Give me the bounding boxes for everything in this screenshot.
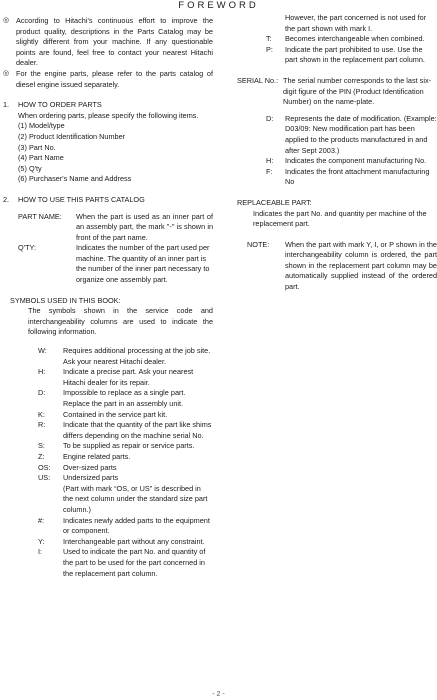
section-number: 2. [3, 194, 10, 204]
bullet-mark-icon: ◎ [3, 69, 10, 77]
symbol-code: US: [38, 473, 51, 483]
page-title: FOREWORD [178, 0, 259, 11]
symbol-desc: Undersized parts [63, 473, 119, 483]
serial-label: SERIAL No.: [237, 75, 279, 85]
section-text: When ordering parts, please specify the following items. [18, 110, 199, 120]
symbol-row [266, 167, 437, 188]
section-title: HOW TO USE THIS PARTS CATALOG [18, 194, 145, 204]
symbol-row [38, 367, 213, 388]
right-column [237, 13, 437, 293]
symbol-code: I: [38, 547, 43, 557]
symbol-row [38, 537, 213, 548]
order-item: (6) Purchaser's Name and Address [18, 174, 132, 184]
page-number: - 2 - [212, 691, 225, 698]
symbol-desc: Over-sized parts [63, 462, 117, 472]
intro-text: For the engine parts, please refer to the parts catalog of diesel engine issued separately. [16, 68, 213, 89]
symbol-desc: Contained in the service part kit. [63, 409, 168, 419]
symbol-desc: Interchangeable part without any constraint. [63, 536, 205, 546]
symbols-intro: The symbols shown in the service code and interchangeability columns are used to indicate the following information. [28, 306, 213, 337]
note-block [237, 240, 437, 293]
definition-term: Q'TY: [18, 243, 37, 253]
symbol-code [38, 484, 63, 516]
symbol-code: K: [38, 409, 45, 419]
serial-items [237, 114, 437, 188]
symbol-desc: Indicates newly added parts to the equipment or component. [63, 515, 210, 536]
symbol-row [237, 45, 437, 66]
symbol-row [38, 452, 213, 463]
definition-row [18, 212, 213, 244]
definition-desc: When the part is used as an inner part of an assembly part, the mark "-" is shown in front of the part name. [76, 211, 213, 242]
replaceable-body: Indicates the part No. and quantity per machine of the replacement part. [253, 208, 427, 229]
order-item: (3) Part No. [18, 142, 56, 152]
section-number: 1. [3, 100, 10, 110]
symbol-desc: Represents the date of modification. (Example: D03/09: New modification part has been applied to the products manufactured in and after Sept 2003.) [285, 113, 437, 155]
symbol-row [38, 473, 213, 484]
symbol-desc: Indicate the part prohibited to use. Use the part shown in the replacement part column. [285, 44, 425, 65]
intro-text: According to Hitachi’s continuous effort to improve the product quality, descriptions in the Parts Catalog may be slightly different from your machine. If any questionable points are found, feel free to contact your nearest Hitachi dealer. [16, 16, 213, 68]
symbol-row [38, 463, 213, 474]
symbol-code: W: [38, 346, 47, 356]
symbol-code: Z: [38, 451, 45, 461]
serial-no-block [237, 76, 437, 108]
symbol-row [38, 547, 213, 579]
symbol-code: H: [266, 156, 274, 166]
intro-bullet [3, 69, 213, 90]
symbol-row [38, 346, 213, 367]
definition-row [18, 243, 213, 285]
symbol-row [38, 410, 213, 421]
note-text: When the part with mark Y, I, or P shown in the interchangeability column is ordered, the part shown in the replacement part column may be automatically supplied instead of the ordered part. [285, 239, 437, 292]
replaceable-heading: REPLACEABLE PART: [237, 197, 312, 207]
symbol-desc: Engine related parts. [63, 451, 131, 461]
symbol-desc: Used to indicate the part No. and quantity of the part to be used for the part concerned in the replacement part column. [63, 547, 206, 578]
section-2-body [3, 212, 213, 286]
symbol-code: #: [38, 515, 45, 525]
definition-desc: Indicates the number of the part used per machine. The quantity of an inner part is the number of the inner part necessary to organize one assembly part. [76, 243, 210, 285]
section-1-heading [3, 100, 213, 111]
order-item: (5) Q'ty [18, 163, 42, 173]
section-title: HOW TO ORDER PARTS [18, 100, 102, 110]
symbols-list [3, 346, 213, 579]
symbol-desc: Impossible to replace as a single part. Replace the part in an assembly unit. [63, 388, 186, 408]
symbol-code: OS: [38, 462, 51, 472]
symbol-code: F: [266, 166, 273, 176]
note-label: NOTE: [247, 239, 270, 249]
definition-term: PART NAME: [18, 211, 62, 221]
symbol-desc: (Part with mark “OS, or US” is described in the next column under the standard size part column.) [63, 483, 208, 514]
symbol-desc: To be supplied as repair or service parts. [63, 441, 195, 451]
bullet-mark-icon: ◎ [3, 17, 10, 24]
symbol-code: T: [266, 34, 272, 44]
symbol-desc: Indicate that the quantity of the part like shims differs depending on the machine serial No. [63, 420, 212, 440]
symbol-row [38, 516, 213, 537]
serial-desc: The serial number corresponds to the last six-digit figure of the PIN (Product Identification Number) on the name-plate. [283, 75, 432, 107]
symbol-code: H: [38, 367, 46, 377]
symbol-code: D: [266, 113, 274, 123]
symbol-row [38, 420, 213, 441]
symbol-desc: Requires additional processing at the job site. Ask your nearest Hitachi dealer. [63, 346, 211, 366]
symbol-row [38, 484, 213, 516]
symbol-row [266, 114, 437, 156]
symbol-desc: Indicate a precise part. Ask your nearest Hitachi dealer for its repair. [63, 367, 194, 387]
symbol-code: P: [266, 44, 273, 54]
left-column [3, 16, 213, 579]
symbol-code: R: [38, 420, 46, 430]
symbol-desc: Indicates the front attachment manufacturing No [285, 166, 430, 187]
symbol-row [266, 156, 437, 167]
order-item: (1) Model/type [18, 121, 65, 131]
symbol-row [38, 441, 213, 452]
symbols-heading: SYMBOLS USED IN THIS BOOK: [10, 295, 121, 305]
symbol-code: Y: [38, 536, 45, 546]
symbol-row [38, 388, 213, 409]
symbol-desc: Indicates the component manufacturing No. [285, 156, 427, 166]
symbol-desc: Becomes interchangeable when combined. [285, 34, 425, 44]
order-item: (2) Product Identification Number [18, 131, 126, 141]
continuation-text: However, the part concerned is not used for the part shown with mark I. [285, 13, 427, 33]
section-2-heading [3, 195, 213, 206]
order-item: (4) Part Name [18, 153, 64, 163]
symbol-code: S: [38, 441, 45, 451]
symbol-row [237, 34, 437, 45]
intro-bullet [3, 16, 213, 69]
section-1-body [3, 111, 213, 185]
symbol-code: D: [38, 388, 46, 398]
